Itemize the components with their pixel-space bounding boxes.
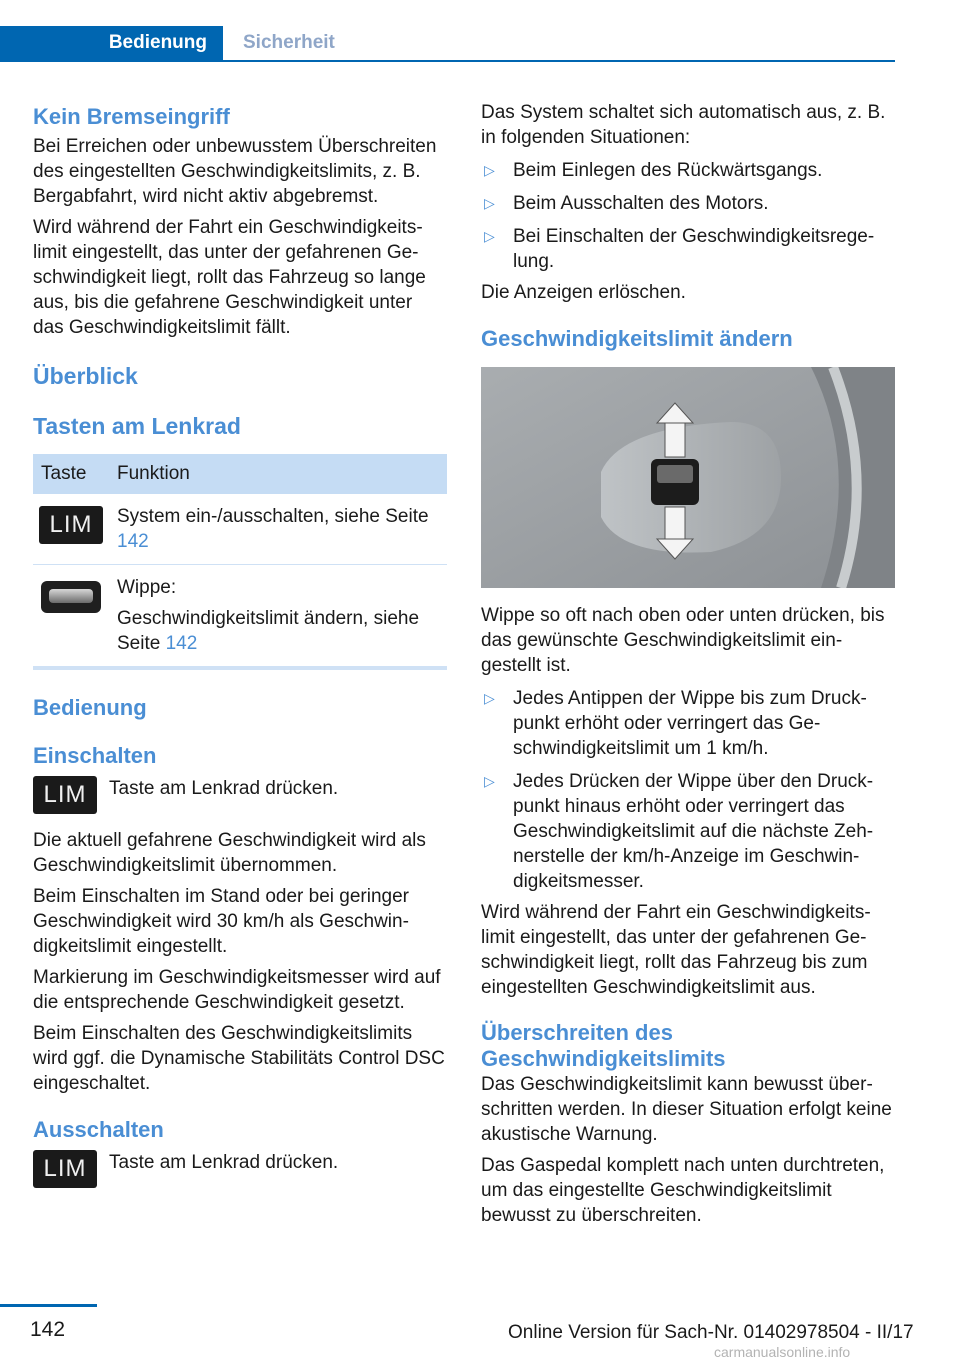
tab-bedienung[interactable]: Bedienung	[0, 26, 223, 60]
paragraph: Beim Einschalten im Stand oder bei geringer Geschwindigkeit wird 30 km/h als Geschwindigkeitslimit eingestellt.	[33, 886, 409, 957]
table-cell-function: Geschwindigkeitslimit ändern, siehe Seite 142	[117, 608, 420, 654]
paragraph: Das Gaspedal komplett nach unten durchtreten, um das eingestellte Geschwindigkeitslimit bewusst zu überschreiten.	[481, 1155, 885, 1226]
bullet-list	[481, 686, 895, 894]
instruction-text: Taste am Lenkrad drücken.	[109, 1152, 339, 1173]
einschalten-instruction	[33, 776, 447, 814]
heading-ueberschreiten: Überschreiten des Geschwindigkeitslimits	[481, 1020, 726, 1071]
steering-wheel-rocker-photo	[481, 367, 895, 588]
instruction-text: Taste am Lenkrad drücken.	[109, 778, 339, 799]
list-item-text: Jedes Drücken der Wippe über den Druckpunkt hinaus erhöht oder verringert das Geschwindigkeitslimit auf die nächste Zehnerstelle der km/h-Anzeige im Geschwindigkeitsmesser.	[513, 771, 874, 892]
ausschalten-instruction	[33, 1150, 447, 1188]
table-cell-function: System ein-/ausschalten, siehe Seite 142	[117, 506, 429, 552]
paragraph: Beim Einschalten des Geschwindigkeitslimits wird ggf. die Dynamische Stabilitäts Control DSC eingeschaltet.	[33, 1023, 445, 1094]
page-number: 142	[30, 1318, 66, 1341]
lim-button-icon: LIM	[33, 776, 97, 814]
heading-geschwindigkeitslimit-aendern: Geschwindigkeitslimit ändern	[481, 326, 793, 351]
heading-bedienung: Bedienung	[33, 695, 147, 720]
list-item-text: Beim Ausschalten des Motors.	[513, 193, 769, 214]
button-table	[33, 454, 447, 670]
list-item	[481, 191, 895, 216]
tab-sicherheit[interactable]: Sicherheit	[243, 32, 335, 53]
list-item	[481, 769, 895, 894]
paragraph: Wird während der Fahrt ein Geschwindigkeitslimit eingestellt, das unter der gefahrenen Geschwindigkeit liegt, rollt das Fahrzeug bis zum eingestellten Geschwindigkeitslimit aus.	[481, 902, 871, 998]
list-item	[481, 158, 895, 183]
paragraph: Wippe so oft nach oben oder unten drücken, bis das gewünschte Geschwindigkeitslimit eingestellt ist.	[481, 605, 885, 676]
heading-ausschalten: Ausschalten	[33, 1117, 164, 1142]
list-item-text: Beim Einlegen des Rückwärtsgangs.	[513, 160, 823, 181]
heading-kein-bremseingriff: Kein Bremseingriff	[33, 104, 230, 129]
right-column	[481, 100, 895, 1228]
heading-einschalten: Einschalten	[33, 743, 157, 768]
paragraph: Das Geschwindigkeitslimit kann bewusst überschritten werden. In dieser Situation erfolgt keine akustische Warnung.	[481, 1074, 892, 1145]
table-row	[33, 564, 447, 666]
bullet-triangle-icon: ▷	[484, 162, 495, 178]
bullet-triangle-icon: ▷	[484, 228, 495, 244]
page-link[interactable]: 142	[165, 633, 198, 654]
table-header-funktion: Funktion	[117, 463, 190, 484]
online-version-note: Online Version für Sach-Nr. 01402978504 - II/17	[508, 1322, 914, 1343]
table-header	[33, 454, 447, 494]
table-cell-title: Wippe:	[117, 577, 177, 598]
bullet-triangle-icon: ▷	[484, 690, 495, 706]
table-row	[33, 494, 447, 564]
list-item-text: Jedes Antippen der Wippe bis zum Druckpunkt erhöht oder verringert das Geschwindigkeitslimit um 1 km/h.	[513, 688, 867, 759]
heading-tasten-am-lenkrad: Tasten am Lenkrad	[33, 413, 241, 439]
rocker-switch-icon	[39, 577, 103, 617]
watermark: carmanualsonline.info	[714, 1344, 851, 1360]
footer-rule	[0, 1304, 97, 1307]
bullet-triangle-icon: ▷	[484, 195, 495, 211]
lim-button-icon: LIM	[39, 506, 103, 544]
paragraph: Das System schaltet sich automatisch aus, z. B. in folgenden Situationen:	[481, 102, 886, 148]
paragraph: Bei Erreichen oder unbewusstem Überschreiten des eingestellten Geschwindigkeitslimits, z. B. Bergabfahrt, wird nicht aktiv abgebremst.	[33, 136, 437, 207]
chapter-tab-bar	[0, 26, 895, 62]
paragraph: Die aktuell gefahrene Geschwindigkeit wird als Geschwindigkeitslimit übernommen.	[33, 830, 426, 876]
page-link[interactable]: 142	[117, 531, 149, 552]
list-item-text: Bei Einschalten der Geschwindigkeitsregelung.	[513, 226, 875, 272]
heading-ueberblick: Überblick	[33, 363, 138, 389]
list-item	[481, 686, 895, 761]
table-header-taste: Taste	[41, 463, 87, 484]
lim-button-icon: LIM	[33, 1150, 97, 1188]
bullet-triangle-icon: ▷	[484, 773, 495, 789]
paragraph: Die Anzeigen erlöschen.	[481, 282, 686, 303]
bullet-list	[481, 158, 895, 274]
paragraph: Wird während der Fahrt ein Geschwindigkeitslimit eingestellt, das unter der gefahrenen Geschwindigkeit liegt, rollt das Fahrzeug so lange aus, bis die gefahrene Geschwindigkeit unter das Geschwindigkeitslimit fällt.	[33, 217, 426, 338]
left-column	[33, 100, 447, 1188]
list-item	[481, 224, 895, 274]
paragraph: Markierung im Geschwindigkeitsmesser wird auf die entsprechende Geschwindigkeit gesetzt.	[33, 967, 441, 1013]
